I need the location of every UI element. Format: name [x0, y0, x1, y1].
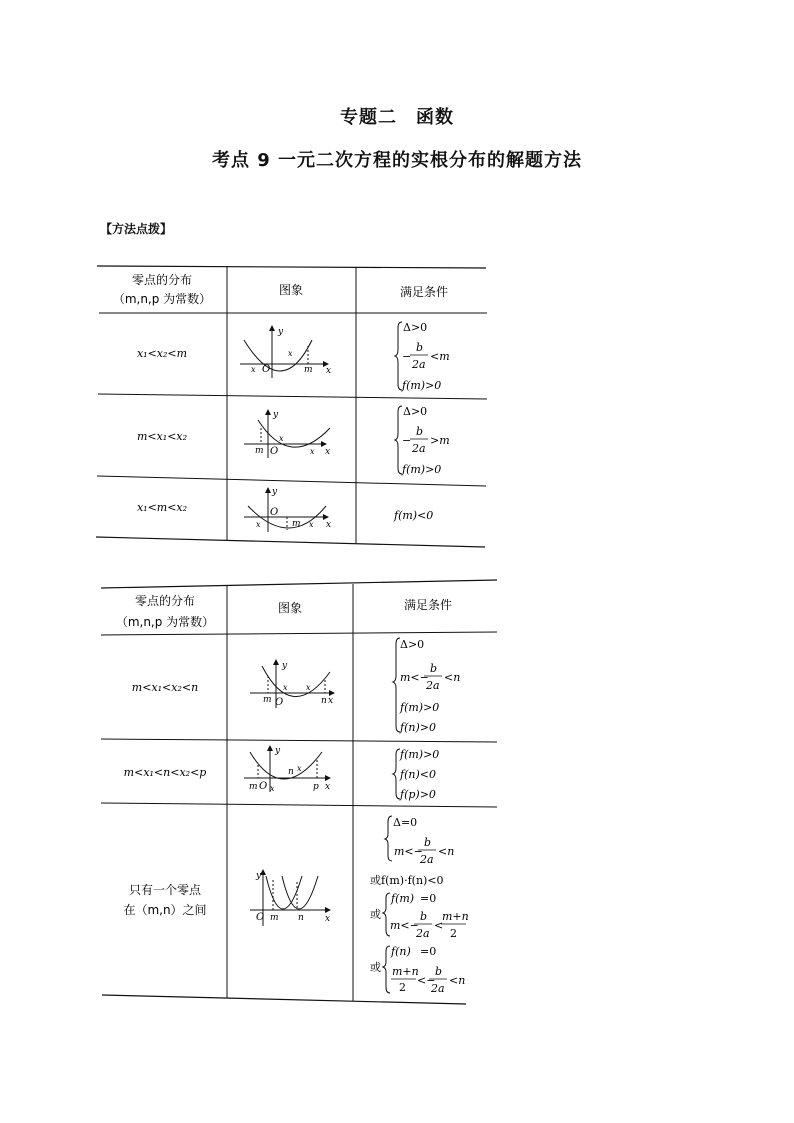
condition-line: =0 — [420, 945, 437, 958]
fraction-denominator: 2a — [416, 927, 430, 940]
row-distribution: m<x₁<x₂<n — [131, 681, 199, 694]
row-distribution: m<x₁<x₂ — [136, 430, 188, 443]
condition-line: − — [402, 434, 412, 447]
origin-label: O — [270, 446, 279, 457]
root-label: x — [256, 520, 261, 529]
condition-line: f(n) — [391, 945, 411, 958]
root-label: x — [270, 784, 275, 793]
row-distribution: 只有一个零点 — [128, 883, 202, 897]
condition-brace — [393, 749, 400, 799]
point-label-m: m — [270, 913, 279, 923]
condition-line: Δ>0 — [400, 638, 425, 651]
header-condition: 满足条件 — [399, 285, 449, 299]
axis-label-x: x — [325, 914, 331, 924]
fraction-denominator: 2a — [426, 679, 440, 692]
origin-label: O — [275, 697, 284, 708]
axis-label-x: x — [325, 447, 331, 457]
point-label-m: m — [255, 446, 264, 456]
point-label-m: m — [249, 782, 258, 792]
table-2 — [101, 580, 497, 1004]
condition-line: < — [434, 919, 444, 932]
fraction-numerator: b — [430, 662, 438, 675]
fraction-denominator: 2a — [420, 853, 434, 866]
header-distribution: 零点的分布 — [131, 273, 193, 287]
condition-line: Δ>0 — [403, 321, 428, 334]
fraction-denominator: 2 — [399, 981, 406, 994]
fraction-numerator: b — [416, 425, 424, 438]
condition-line: f(m)>0 — [400, 701, 440, 714]
axis-label-y: y — [275, 746, 281, 756]
condition-brace — [395, 406, 402, 474]
fraction-numerator: m+n — [442, 910, 469, 923]
axis-label-x: x — [328, 696, 334, 706]
condition-line: f(p)>0 — [400, 788, 436, 801]
header-graph: 图象 — [278, 283, 304, 297]
origin-label: O — [256, 912, 265, 923]
root-label: x — [251, 365, 256, 374]
axis-label-x: x — [326, 366, 332, 376]
point-label-p: p — [313, 782, 319, 792]
page-title: 考点 9 一元二次方程的实根分布的解题方法 — [211, 150, 583, 171]
axis-label-x: x — [325, 782, 331, 792]
table-2-header — [116, 593, 452, 629]
condition-line: Δ>0 — [403, 405, 428, 418]
condition-or: 或 — [370, 908, 381, 921]
axis-label-y: y — [273, 410, 279, 420]
point-label-m: m — [263, 695, 272, 705]
point-label-n: n — [298, 913, 304, 923]
condition-line: =0 — [420, 892, 437, 905]
point-label-m: m — [304, 365, 313, 375]
fraction-denominator: 2a — [412, 442, 426, 455]
row-distribution: x₁<m<x₂ — [136, 501, 188, 514]
root-label: x — [310, 447, 315, 456]
root-label: x — [283, 683, 288, 692]
condition-brace — [383, 946, 390, 993]
header-graph: 图象 — [277, 601, 303, 615]
condition-line: f(m)<0 — [394, 509, 434, 522]
condition-line: >m — [430, 434, 450, 447]
origin-label: O — [259, 781, 268, 792]
condition-line: <n — [444, 671, 461, 684]
condition-line: f(n)>0 — [400, 721, 436, 734]
fraction-numerator: b — [435, 965, 443, 978]
condition-brace — [395, 322, 402, 390]
axis-label-y: y — [256, 871, 262, 881]
axis-label-y: y — [282, 661, 288, 671]
fraction-denominator: 2 — [450, 927, 457, 940]
origin-label: O — [262, 364, 271, 375]
origin-label: O — [270, 507, 279, 518]
condition-brace — [385, 816, 392, 861]
condition-line: <n — [438, 845, 455, 858]
fraction-denominator: 2a — [431, 982, 445, 995]
fraction-numerator: b — [420, 910, 428, 923]
condition-line: f(m)>0 — [402, 463, 442, 476]
point-label-m: m — [292, 519, 301, 529]
header-constants: （m,n,p 为常数） — [115, 615, 215, 629]
header-constants: （m,n,p 为常数） — [112, 292, 212, 306]
condition-brace — [393, 638, 400, 732]
fraction-numerator: b — [424, 836, 432, 849]
root-label: x — [288, 349, 293, 358]
row-distribution: m<x₁<n<x₂<p — [123, 766, 207, 779]
root-label: x — [309, 520, 314, 529]
axis-label-y: y — [272, 487, 278, 497]
condition-line: f(m) — [391, 892, 415, 905]
condition-brace — [383, 893, 390, 936]
condition-line: m<− — [400, 671, 429, 684]
condition-line: m<− — [390, 919, 419, 932]
fraction-numerator: m+n — [392, 965, 419, 978]
row-distribution: 在（m,n）之间 — [123, 903, 207, 917]
condition-line: − — [402, 350, 412, 363]
header-condition: 满足条件 — [403, 598, 453, 612]
condition-line: Δ=0 — [393, 816, 418, 829]
condition-or: 或 — [370, 961, 381, 974]
fraction-denominator: 2a — [412, 358, 426, 371]
condition-line: f(n)<0 — [400, 768, 436, 781]
condition-line: <− — [417, 974, 436, 987]
condition-line: f(m)>0 — [400, 748, 440, 761]
point-label-n: n — [288, 767, 294, 777]
condition-line: <m — [430, 350, 450, 363]
axis-label-x: x — [326, 520, 332, 530]
header-distribution: 零点的分布 — [134, 594, 196, 608]
condition-line: 或f(m)·f(n)<0 — [370, 874, 444, 887]
root-label: x — [279, 434, 284, 443]
table-1-header — [113, 272, 448, 306]
condition-line: m<− — [394, 845, 423, 858]
condition-line: <n — [449, 974, 466, 987]
point-label-n: n — [321, 696, 327, 706]
axis-label-y: y — [278, 327, 284, 337]
row-distribution: x₁<x₂<m — [136, 347, 188, 360]
section-label: 【方法点拨】 — [100, 222, 173, 236]
fraction-numerator: b — [416, 341, 424, 354]
root-label: x — [306, 683, 311, 692]
root-label: x — [297, 764, 302, 773]
chapter-heading: 专题二 函数 — [340, 107, 454, 128]
condition-line: f(m)>0 — [402, 379, 442, 392]
